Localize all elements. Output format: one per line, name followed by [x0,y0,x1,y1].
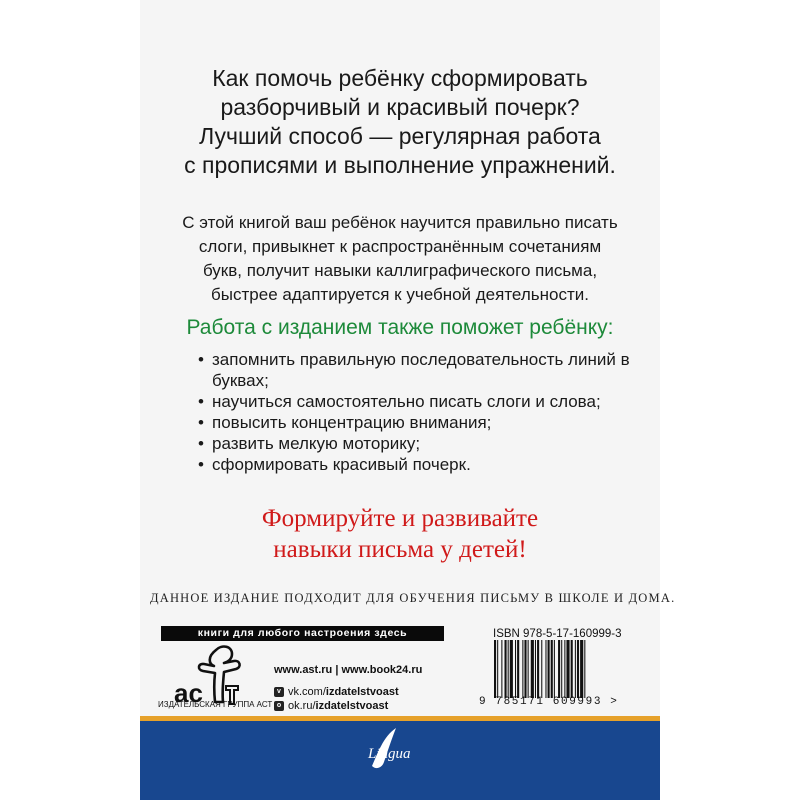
intro-line: Как помочь ребёнку сформировать [212,65,588,91]
description-text [150,211,650,307]
vk-icon: v [274,687,284,697]
ok-prefix: ok.ru/ [288,700,316,712]
description-line: букв, получит навыки каллиграфического письма, [202,261,598,280]
odnoklassniki-icon: o [274,701,284,711]
vk-link[interactable] [274,686,399,698]
ok-link[interactable] [274,700,388,712]
description-line: слоги, привыкнет к распространённым сочетаниям [198,237,602,256]
list-item-text: запомнить правильную последовательность линий в буквах; [212,350,630,390]
list-item-text: повысить концентрацию внимания; [212,413,492,432]
bullet-icon: • [198,413,204,432]
bullet-icon: • [198,434,204,453]
ok-handle: izdatelstvoast [315,700,389,712]
intro-line: с прописями и выполнение упражнений. [184,152,616,178]
list-item-text: развить мелкую моторику; [212,434,421,453]
call-to-action [150,503,650,565]
description-line: С этой книгой ваш ребёнок научится правильно писать [182,213,618,232]
list-item [198,433,638,454]
barcode-icon [494,640,634,698]
benefits-heading: Работа с изданием также поможет ребёнку: [186,316,614,339]
ean-digits [479,696,618,708]
bullet-icon: • [198,392,204,411]
description-line: быстрее адаптируется к учебной деятельности. [211,285,589,304]
list-item [198,454,638,475]
intro-line: Лучший способ — регулярная работа [199,123,601,149]
list-item-text: сформировать красивый почерк. [212,455,471,474]
list-item [198,391,638,412]
svg-text:ac: ac [174,678,203,706]
isbn-label: ISBN 978-5-17-160999-3 [493,628,622,640]
bullet-icon: • [198,350,204,369]
list-item [198,412,638,433]
bullet-icon: • [198,455,204,474]
publisher-tagline: книги для любого настроения здесь [161,626,444,641]
publisher-name: ИЗДАТЕЛЬСКАЯ ГРУППА АСТ [158,700,273,709]
cta-line: Формируйте и развивайте [261,505,539,532]
ean-number: 9 785171 609993 [479,696,603,708]
suitability-note: ДАННОЕ ИЗДАНИЕ ПОДХОДИТ ДЛЯ ОБУЧЕНИЯ ПИСЬМУ В ШКОЛЕ И ДОМА. [150,591,676,605]
benefits-list [198,349,638,475]
ast-logo-icon [172,644,252,706]
intro-text [150,64,650,180]
publisher-websites[interactable]: www.ast.ru | www.book24.ru [274,664,423,676]
cta-line: навыки письма у детей! [273,536,527,563]
vk-prefix: vk.com/ [288,686,326,698]
list-item-text: научиться самостоятельно писать слоги и слова; [212,392,601,411]
imprint-name: Lingua [368,746,411,762]
intro-line: разборчивый и красивый почерк? [220,94,580,120]
vk-handle: izdatelstvoast [325,686,399,698]
ean-suffix: > [610,696,619,708]
list-item [198,349,638,391]
